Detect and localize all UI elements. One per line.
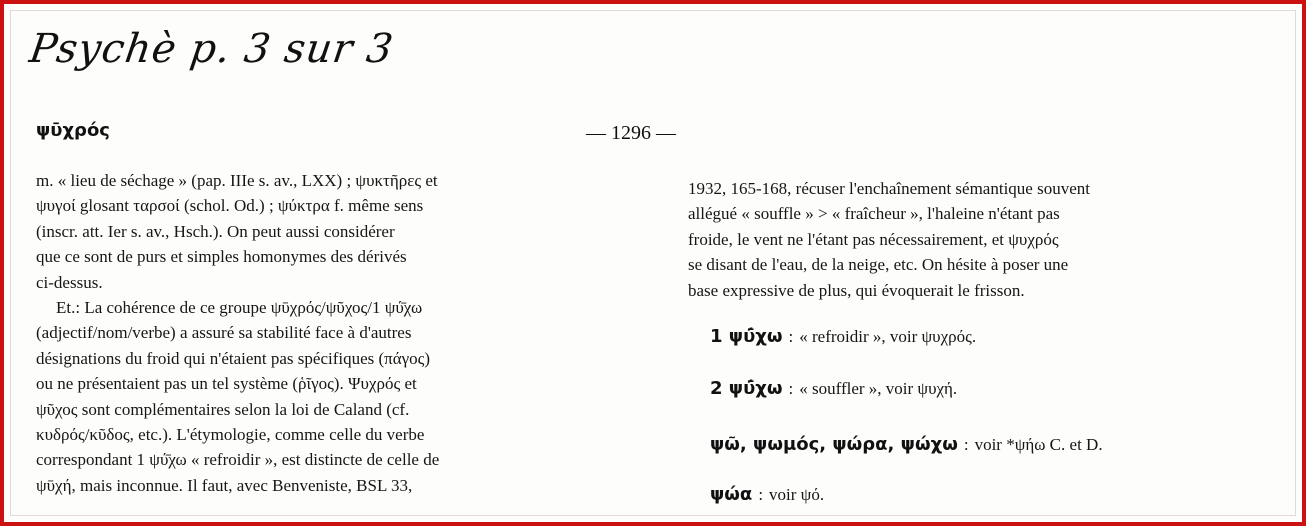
text-line: correspondant 1 ψύ̄χω « refroidir », est distincte de celle de bbox=[36, 450, 440, 470]
entry-separator: : bbox=[758, 485, 764, 504]
text-line: se disant de l'eau, de la neige, etc. On hésite à poser une bbox=[688, 255, 1069, 275]
text-line: ou ne présentaient pas un tel système (ῥῖγος). Ψυχρός et bbox=[36, 374, 417, 394]
text-line: 1932, 165-168, récuser l'enchaînement sémantique souvent bbox=[688, 179, 1090, 198]
text-line: (adjectif/nom/verbe) a assuré sa stabilité face à d'autres bbox=[36, 323, 412, 343]
entry-lemma: ψώα bbox=[710, 484, 753, 505]
text-line: désignations du froid qui n'étaient pas spécifiques (πάγος) bbox=[36, 348, 431, 368]
page-number: — 1296 — bbox=[586, 122, 676, 144]
entry-definition: voir ψό. bbox=[769, 485, 825, 504]
text-line: (inscr. att. Ier s. av., Hsch.). On peut aussi considérer bbox=[36, 221, 395, 241]
dictionary-entry bbox=[710, 484, 824, 505]
text-line: ψυγοί glosant ταρσοί (schol. Od.) ; ψύκτρα f. même sens bbox=[36, 196, 424, 216]
running-headword: ψῡχρός bbox=[36, 120, 110, 141]
right-column bbox=[688, 176, 1278, 303]
dictionary-entry bbox=[710, 434, 1103, 455]
text-line: allégué « souffle » > « fraîcheur », l'haleine n'étant pas bbox=[688, 204, 1060, 224]
text-line: Et.: La cohérence de ce groupe ψῡχρός/ψῦχος/1 ψύ̄χω bbox=[56, 298, 423, 318]
dictionary-entry bbox=[710, 378, 957, 399]
text-line: ψῡχή, mais inconnue. Il faut, avec Benveniste, BSL 33, bbox=[36, 475, 413, 495]
entry-definition: voir *ψήω C. et D. bbox=[974, 435, 1103, 454]
text-line: ψῦχος sont complémentaires selon la loi de Caland (cf. bbox=[36, 399, 410, 419]
page-script-title: Psychè p. 3 sur 3 bbox=[26, 26, 397, 72]
text-line: m. « lieu de séchage » (pap. IIIe s. av., LXX) ; ψυκτῆρες et bbox=[36, 171, 438, 190]
text-line: que ce sont de purs et simples homonymes des dérivés bbox=[36, 247, 407, 267]
entry-definition: « refroidir », voir ψυχρός. bbox=[799, 327, 977, 346]
text-line: ci-dessus. bbox=[36, 272, 103, 292]
left-column bbox=[36, 168, 626, 498]
entry-separator: : bbox=[963, 435, 969, 454]
entry-separator: : bbox=[788, 327, 794, 346]
entry-definition: « souffler », voir ψυχή. bbox=[799, 379, 958, 398]
text-line: froide, le vent ne l'étant pas nécessairement, et ψυχρός bbox=[688, 229, 1059, 249]
text-line: base expressive de plus, qui évoquerait le frisson. bbox=[688, 280, 1025, 300]
text-line: κυδρός/κῦδος, etc.). L'étymologie, comme celle du verbe bbox=[36, 425, 425, 445]
dictionary-entry bbox=[710, 326, 976, 347]
entry-lemma: 1 ψύ̄χω bbox=[710, 326, 783, 347]
entry-lemma: ψῶ, ψωμός, ψώρα, ψώχω bbox=[710, 434, 958, 455]
entry-lemma: 2 ψύ̄χω bbox=[710, 378, 783, 399]
entry-separator: : bbox=[788, 379, 794, 398]
